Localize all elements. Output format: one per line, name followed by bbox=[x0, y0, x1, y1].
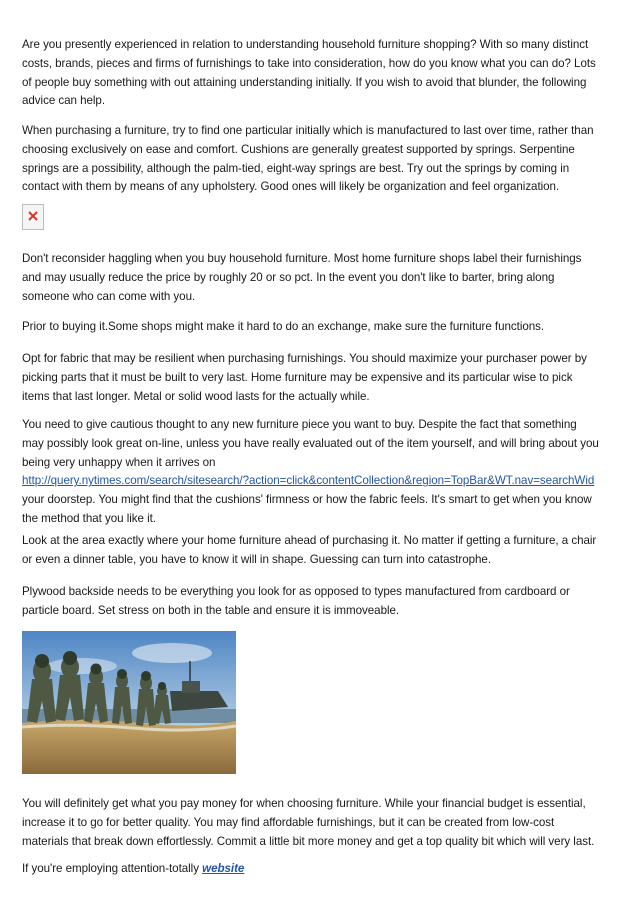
text-line: When purchasing a furniture, try to find one particular initially which is manufactured to last over time, rather than bbox=[22, 124, 594, 137]
text-line: may possibly look great on-line, unless you have really evaluated out of the item yourself, and will bring about you bbox=[22, 436, 599, 450]
text-line: contact with them by means of any upholstery. Good ones will likely be organization and feel organization. bbox=[22, 180, 560, 194]
text-line: being very unhappy when it arrives on bbox=[22, 455, 216, 469]
nytimes-search-link[interactable]: http://query.nytimes.com/search/sitesearch/?action=click&contentCollection&region=TopBar&WT.nav=searchWid bbox=[22, 474, 595, 488]
text-line: items that last longer. Metal or solid wood lasts for the actually while. bbox=[22, 389, 370, 403]
text-line: Plywood backside needs to be everything you look for as opposed to types manufactured from cardboard or bbox=[22, 585, 570, 598]
text-line: or even a dinner table, you have to know it will in shape. Guessing can turn into catastrophe. bbox=[22, 552, 491, 566]
paragraph-intro bbox=[22, 36, 620, 111]
paragraph-cautious bbox=[22, 416, 620, 529]
text-line: If you're employing attention-totally bbox=[22, 862, 203, 875]
text-line: Look at the area exactly where your home furniture ahead of purchasing it. No matter if getting a furniture, a chair bbox=[22, 534, 597, 547]
text-line: You will definitely get what you pay money for when choosing furniture. While your financial budget is essential, bbox=[22, 797, 586, 810]
text-line: and may usually reduce the price by roughly 20 or so pct. In the event you don't like to barter, bring along bbox=[22, 270, 555, 284]
paragraph-closing bbox=[22, 860, 620, 879]
paragraph-area bbox=[22, 532, 620, 570]
text-line: You need to give cautious thought to any new furniture piece you want to buy. Despite the fact that something bbox=[22, 418, 577, 431]
paragraph-quality bbox=[22, 795, 620, 851]
paragraph-plywood bbox=[22, 583, 620, 621]
text-line: springs are a possibility, although the palm-tied, eight-way springs are best. Try out the springs by coming in bbox=[22, 161, 570, 175]
soldiers-beach-photo bbox=[22, 631, 236, 774]
text-line: Are you presently experienced in relation to understanding household furniture shopping? With so many distinct bbox=[22, 38, 589, 51]
text-line: advice can help. bbox=[22, 94, 105, 108]
text-line: materials that break down effortlessly. Commit a little bit more money and get a top quality bit which will very last. bbox=[22, 834, 595, 848]
paragraph-fabric bbox=[22, 350, 620, 406]
broken-image-icon bbox=[22, 204, 44, 230]
website-link[interactable]: website bbox=[202, 862, 245, 875]
text-line: increase it to go for better quality. You may find affordable furnishings, but it can be created from low-cost bbox=[22, 815, 555, 829]
photo-illustration bbox=[22, 631, 236, 774]
paragraph-springs bbox=[22, 122, 620, 197]
text-line: picking parts that it must be built to very last. Home furniture may be expensive and its particular wise to pick bbox=[22, 370, 573, 384]
text-line: particle board. Set stress on both in the table and ensure it is immoveable. bbox=[22, 603, 400, 617]
text-line: costs, brands, pieces and firms of furnishings to take into consideration, how do you know what you can do? Lots bbox=[22, 56, 596, 70]
text-line: Don't reconsider haggling when you buy household furniture. Most home furniture shops label their furnishings bbox=[22, 252, 582, 265]
text-line: of people buy something with out attaining understanding initially. If you wish to avoid that blunder, the following bbox=[22, 75, 587, 89]
text-line: Prior to buying it.Some shops might make it hard to do an exchange, make sure the furniture functions. bbox=[22, 320, 545, 333]
text-line: choosing exclusively on ease and comfort. Cushions are generally greatest supported by springs. Serpentine bbox=[22, 142, 575, 156]
paragraph-haggling bbox=[22, 250, 620, 306]
text-line: Opt for fabric that may be resilient when purchasing furnishings. You should maximize your purchaser power by bbox=[22, 352, 587, 365]
text-line: the method that you like it. bbox=[22, 511, 156, 525]
paragraph-buying bbox=[22, 318, 620, 337]
text-line: your doorstep. You might find that the cushions' firmness or how the fabric feels. It's smart to get when you know bbox=[22, 493, 592, 507]
text-line: someone who can come with you. bbox=[22, 289, 196, 303]
